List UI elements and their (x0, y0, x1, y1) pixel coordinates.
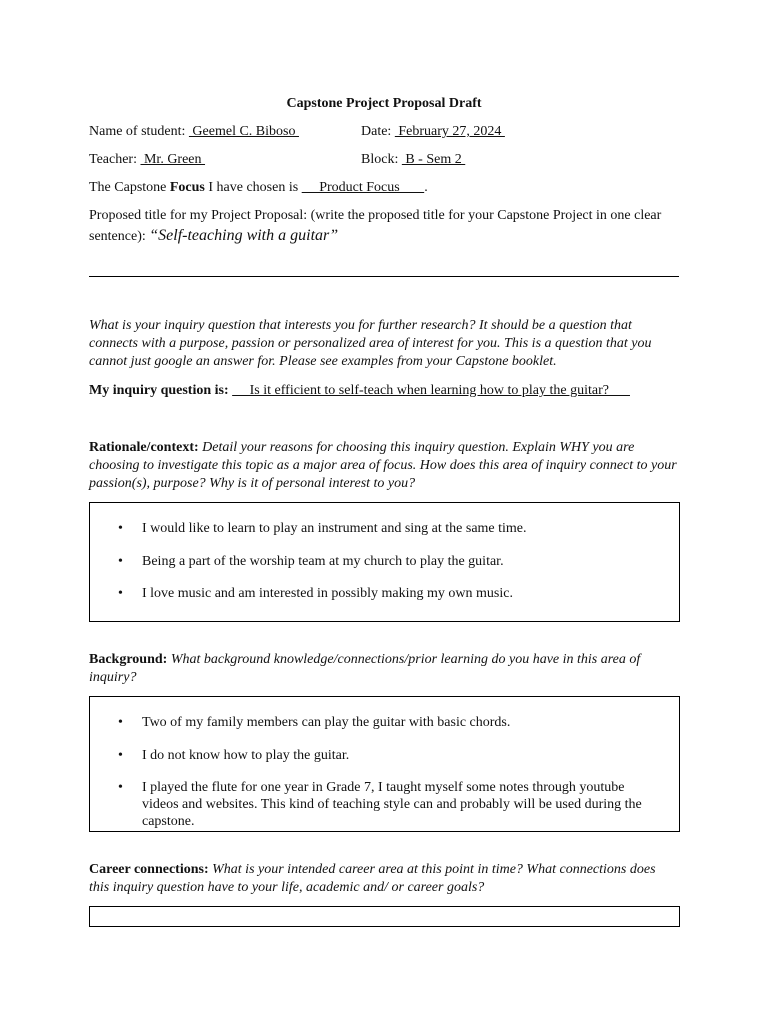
block-label: Block: (361, 152, 399, 167)
list-item: • Two of my family members can play the guitar with basic chords. (90, 714, 659, 732)
list-item: • I played the flute for one year in Grade 7, I taught myself some notes through youtube videos and websites. This kind of teaching style can and probably will be used during the capstone. (90, 779, 659, 830)
title-underline (89, 276, 679, 277)
career-heading: Career connections: (89, 862, 209, 877)
teacher-row (89, 151, 205, 169)
rationale-description: Detail your reasons for choosing this inquiry question. Explain WHY you are choosing to investigate this topic as a major area of focus. How does this area of inquiry connect to your passion(s), purpose? Why is it of personal interest to you? (89, 440, 677, 491)
background-prompt (89, 651, 669, 687)
inquiry-prompt: What is your inquiry question that interests you for further research? It should be a question that connects with a purpose, passion or personalized area of interest for you. This is a question that you cannot just google an answer for. Please see examples from your Capstone booklet. (89, 318, 652, 369)
block-row (361, 151, 465, 169)
background-list (90, 714, 659, 830)
rationale-list (90, 520, 679, 603)
focus-prefix: The Capstone (89, 180, 170, 195)
proposed-title-value: “Self-teaching with a guitar” (149, 227, 339, 244)
inquiry-question-label: My inquiry question is: (89, 383, 229, 398)
date-label: Date: (361, 124, 392, 139)
list-item: • I would like to learn to play an instrument and sing at the same time. (90, 520, 679, 538)
student-name-value: Geemel C. Biboso (188, 124, 299, 139)
focus-mid: I have chosen is (204, 180, 302, 195)
rationale-box (89, 502, 680, 622)
teacher-value: Mr. Green (140, 152, 206, 167)
teacher-label: Teacher: (89, 152, 137, 167)
date-value: February 27, 2024 (394, 124, 505, 139)
rationale-heading: Rationale/context: (89, 440, 199, 455)
background-heading: Background: (89, 652, 168, 667)
focus-value: Product Focus (301, 180, 425, 195)
focus-bold-label: Focus (169, 180, 205, 195)
proposal-line-1: Proposed title for my Project Proposal: (write the proposed title for your Capstone Project in one clear (89, 208, 662, 223)
career-description: What is your intended career area at this point in time? What connections does this inquiry question have to your life, academic and/ or career goals? (89, 862, 656, 895)
proposal-line-2-prefix: sentence): (89, 229, 150, 244)
inquiry-question-value: Is it efficient to self-teach when learning how to play the guitar? (232, 383, 630, 398)
proposal-line-2 (89, 226, 338, 246)
career-box (89, 906, 680, 927)
career-prompt (89, 861, 679, 897)
document-title: Capstone Project Proposal Draft (286, 96, 482, 111)
list-item: • I love music and am interested in possibly making my own music. (90, 585, 679, 603)
inquiry-question-row (89, 382, 630, 400)
background-description: What background knowledge/connections/prior learning do you have in this area of inquiry? (89, 652, 641, 685)
date-row (361, 123, 505, 141)
list-item: • I do not know how to play the guitar. (90, 747, 659, 765)
rationale-prompt (89, 439, 679, 493)
background-box (89, 696, 680, 832)
focus-end: . (424, 180, 428, 195)
student-name-row (89, 123, 299, 141)
list-item: • Being a part of the worship team at my church to play the guitar. (90, 553, 679, 571)
student-name-label: Name of student: (89, 124, 186, 139)
block-value: B - Sem 2 (401, 152, 466, 167)
focus-row (89, 179, 428, 197)
